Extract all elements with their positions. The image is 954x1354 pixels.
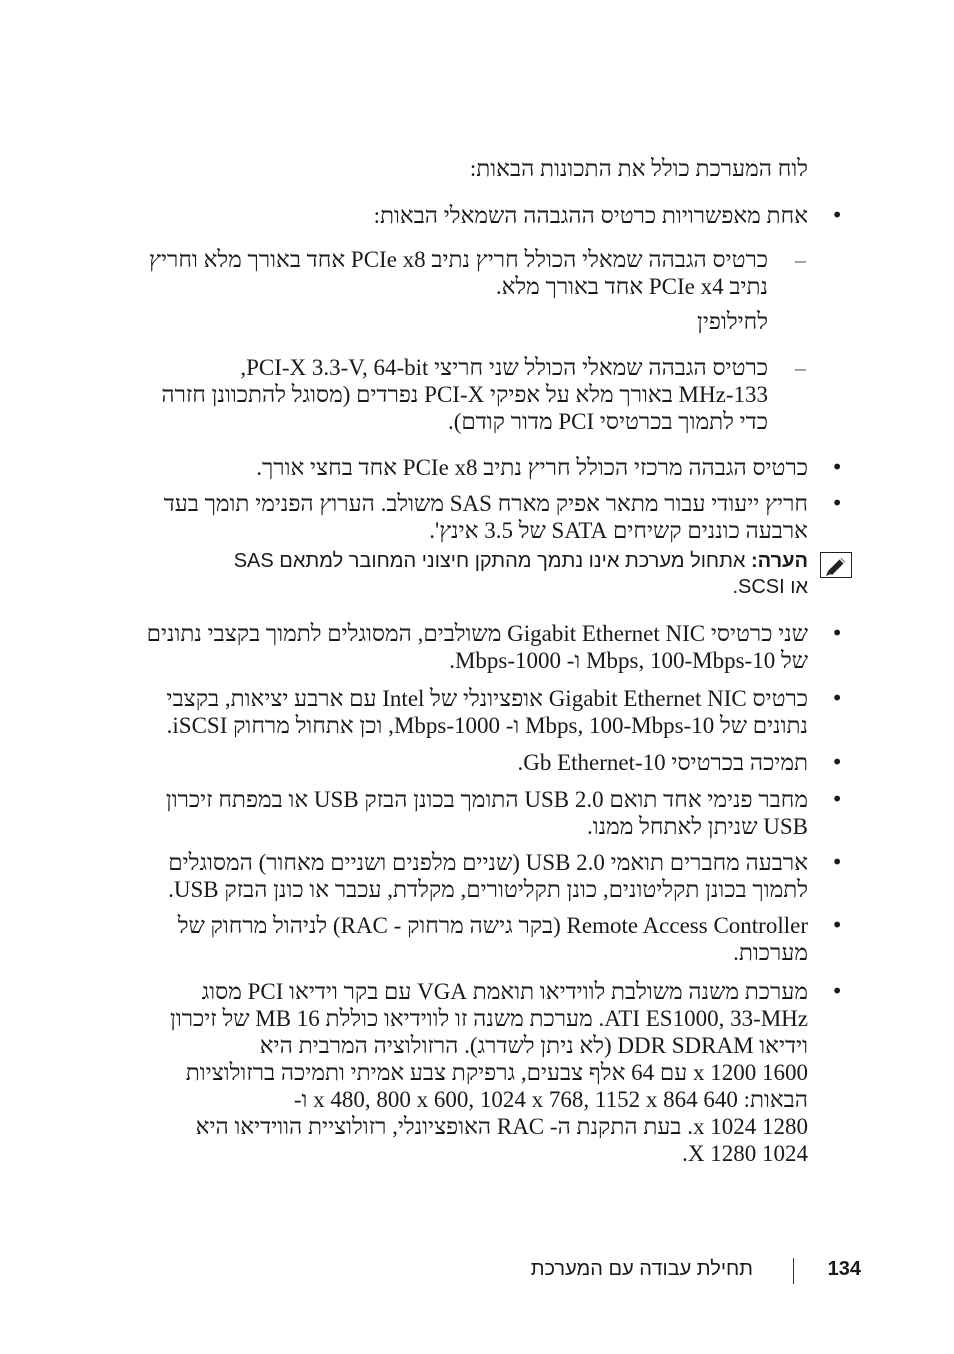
bullet-10gb-ethernet: • תמיכה בכרטיסי 10-Gb Ethernet. (517, 750, 843, 775)
bullet-text: אחת מאפשרויות כרטיס ההגבהה השמאלי הבאות: (373, 203, 808, 228)
note-box (128, 548, 808, 600)
bullet-icon: • (831, 787, 843, 811)
note-pencil-icon (820, 552, 852, 578)
bullet-icon: • (831, 979, 843, 1003)
dash-icon: – (795, 355, 806, 380)
bullet-intel-nic: • כרטיס Gigabit Ethernet NIC אופציונלי של Intel עם ארבע יציאות, בקצבי נתונים של 10-Mbps, 100-Mbps ו- 1000-Mbps, וכן אתחול מרחוק iSCSI. (166, 686, 843, 738)
bullet-icon: • (831, 686, 843, 710)
page-number: 134 (827, 1258, 861, 1280)
footer-divider (793, 1258, 794, 1284)
note-label: הערה: (751, 550, 808, 572)
note-text-line1: אתחול מערכת אינו נתמך מהתקן חיצוני המחובר למתאם SAS (233, 550, 746, 572)
bullet-icon: • (831, 491, 843, 515)
page-footer (461, 1258, 861, 1288)
bullet-internal-usb: • מחבר פנימי אחד תואם USB 2.0 התומך בכונן הבזק USB או במפתח זיכרון USB שניתן לאתחל ממנו. (165, 787, 843, 839)
bullet-icon: • (831, 750, 843, 774)
bullet-icon: • (831, 913, 843, 937)
bullet-usb-connectors: • ארבעה מחברים תואמי USB 2.0 (שניים מלפנים ושניים מאחור) המסוגלים לתמוך בכונן תקליטונים, כונן תקליטורים, מקלדת, עכבר או כונן הבזק USB. (168, 850, 843, 902)
bullet-icon: • (831, 850, 843, 874)
intro-text: לוח המערכת כולל את התכונות הבאות: (469, 156, 808, 181)
bullet-icon: • (831, 621, 843, 645)
bullet-icon: • (831, 203, 843, 227)
bullet-gigabit-nic: • שני כרטיסי Gigabit Ethernet NIC משולבים, המסוגלים לתמוך בקצבי נתונים של 10-Mbps, 100-Mbps ו- 1000-Mbps. (146, 621, 843, 673)
subitem-pcie-riser: – כרטיס הגבהה שמאלי הכולל חריץ נתיב PCIe x8 אחד באורך מלא וחריץ נתיב PCIe x4 אחד באורך מלא. לחילופין (149, 247, 806, 334)
subitem-pcix-riser: – כרטיס הגבהה שמאלי הכולל שני חריצי PCI-X 3.3-V, 64-bit, 133-MHz באורך מלא על אפיקי PCI-X נפרדים (מסוגל להתכוונן חזרה כדי לתמוך בכרטיסי PCI מדור קודם). (161, 355, 806, 434)
footer-title: תחילת עבודה עם המערכת (530, 1258, 753, 1280)
bullet-center-riser: • כרטיס הגבהה מרכזי הכולל חריץ נתיב PCIe x8 אחד בחצי אורך. (256, 455, 843, 480)
bullet-left-riser-options (128, 202, 843, 229)
bullet-sas-slot: • חריץ ייעודי עבור מתאר אפיק מארח SAS משולב. הערוץ הפנימי תומך בעד ארבעה כוננים קשיחים SATA של 3.5 אינץ'. (163, 491, 843, 543)
note-text-line2: או SCSI. (732, 576, 808, 598)
alternative-label: לחילופין (697, 309, 768, 334)
bullet-video-subsystem: • מערכת משנה משולבת לווידיאו תואמת VGA עם בקר וידיאו PCI מסוג ATI ES1000, 33-MHz. מערכת משנה זו לווידיאו כוללת 16 MB של זיכרון וידיאו DDR SDRAM (לא ניתן לשדרג). הרזולוציה המרבית היא 1600 x 1200 עם 64 אלף צבעים, גרפיקת צבע אמיתי ותמיכה ברזולוציות הבאות: 640 x 480, 800 x 600, 1024 x 768, 1152 x 864 ו- 1280 x 1024. בעת התקנת ה- RAC האופציונלי, רזולוציית הווידיאו היא 1024 X 1280. (169, 979, 843, 1166)
dash-icon: – (795, 247, 806, 272)
bullet-rac: • Remote Access Controller (בקר גישה מרחוק - RAC) לניהול מרחוק של מערכות. (177, 913, 843, 965)
bullet-icon: • (831, 455, 843, 479)
